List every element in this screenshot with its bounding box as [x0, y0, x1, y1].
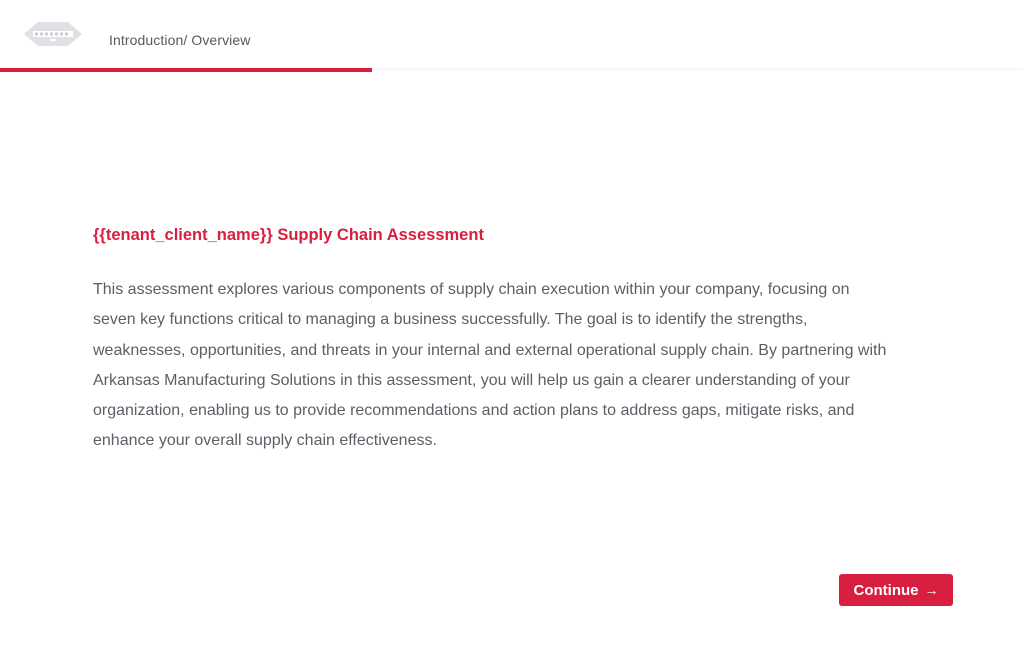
continue-button[interactable]	[839, 574, 953, 606]
header	[0, 0, 1024, 68]
page-title: {{tenant_client_name}} Supply Chain Assessment	[93, 226, 484, 244]
assessment-description: This assessment explores various components of supply chain execution within your company, focusing on seven key functions critical to managing a business successfully. The goal is to identify the strengths, weaknesses, opportunities, and threats in your internal and external operational supply chain. By partnering with Arkansas Manufacturing Solutions in this assessment, you will help us gain a clearer understanding of your organization, enabling us to provide recommendations and action plans to address gaps, mitigate risks, and enhance your overall supply chain effectiveness.	[93, 281, 887, 450]
arrow-right-icon: →	[924, 582, 939, 598]
breadcrumb: Introduction/ Overview	[109, 32, 251, 48]
continue-button-label: Continue	[853, 581, 919, 599]
main-content	[93, 226, 893, 457]
progress-bar	[0, 68, 1024, 72]
company-logo	[24, 20, 82, 48]
progress-bar-fill	[0, 68, 372, 72]
